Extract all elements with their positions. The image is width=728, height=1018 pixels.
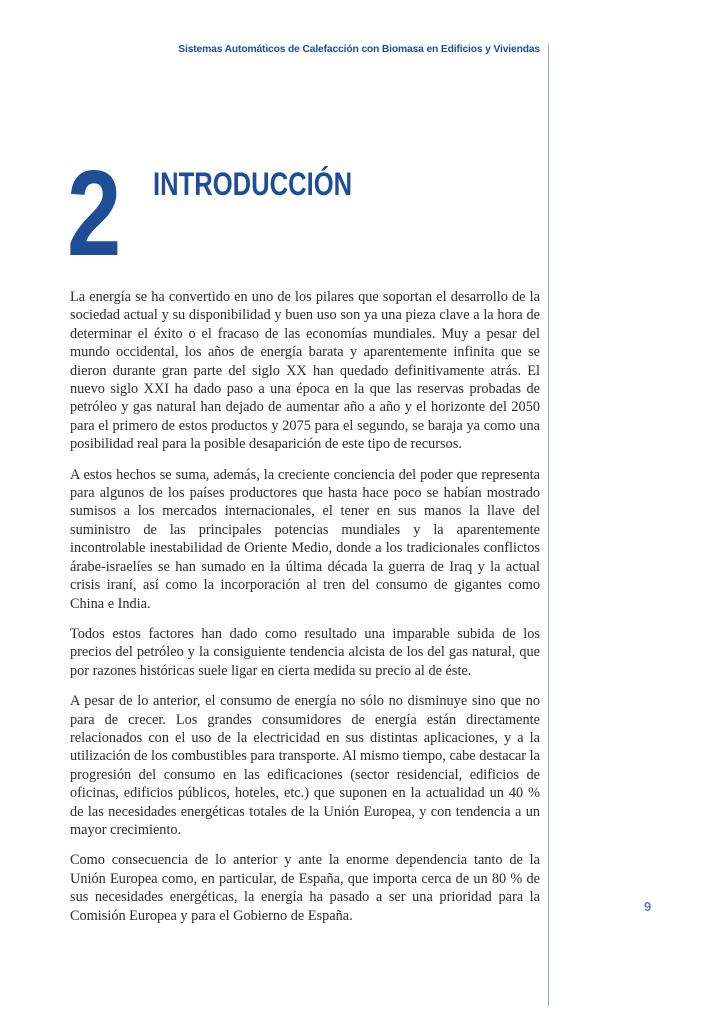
paragraph: A pesar de lo anterior, el consumo de energía no sólo no disminuye sino que no para de crecer. Los grandes consumidores de energía están directamente relacionados con el uso de la electricidad en sus distintas aplicaciones, y a la utilización de los combustibles para transporte. Al mismo tiempo, cabe destacar la progresión del consumo en las edificaciones (sector residencial, edificios de oficinas, edificios públicos, hoteles, etc.) que suponen en la actualidad un 40 % de las necesidades energéticas totales de la Unión Europea, y con tendencia a un mayor crecimiento. [70, 693, 540, 838]
body-text [70, 288, 540, 937]
paragraph: Como consecuencia de lo anterior y ante la enorme dependencia tanto de la Unión Europea como, en particular, de España, que importa cerca de un 80 % de sus necesidades energéticas, la energía ha pasado a ser una prioridad para la Comisión Europea y para el Gobierno de España. [70, 852, 540, 924]
chapter-number: 2 [67, 145, 122, 281]
paragraph: La energía se ha convertido en uno de los pilares que soportan el desarrollo de la sociedad actual y su disponibilidad y buen uso son ya una pieza clave a la hora de determinar el éxito o el fracaso de las economías mundiales. Muy a pesar del mundo occidental, los años de energía barata y aparentemente infinita que se dieron durante gran parte del siglo XX han quedado definitivamente atrás. El nuevo siglo XXI ha dado paso a una época en la que las reservas probadas de petróleo y gas natural han dejado de aumentar año a año y el horizonte del 2050 para el primero de estos productos y 2075 para el segundo, se baraja ya como una posibilidad real para la posible desaparición de este tipo de recursos. [70, 289, 540, 453]
running-header: Sistemas Automáticos de Calefacción con Biomasa en Edificios y Viviendas [178, 44, 540, 55]
paragraph: Todos estos factores han dado como resultado una imparable subida de los precios del petróleo y la consiguiente tendencia alcista de los del gas natural, que por razones históricas suele ligar en cierta medida su precio al de éste. [70, 625, 540, 679]
chapter-title: INTRODUCCIÓN [153, 166, 353, 202]
page-number: 9 [644, 899, 652, 914]
vertical-rule [548, 44, 549, 1006]
paragraph: A estos hechos se suma, además, la creciente conciencia del poder que representa para algunos de los países productores que hasta hace poco se habían mostrado sumisos a los mercados internacionales, el tener en sus manos la llave del suministro de las principales potencias mundiales y la aparentemente incontrolable inestabilidad de Oriente Medio, donde a los tradicionales conflictos árabe-israelíes se han sumado en la última década la guerra de Iraq y la actual crisis iraní, así como la incorporación al tren del consumo de gigantes como China e India. [70, 466, 540, 612]
